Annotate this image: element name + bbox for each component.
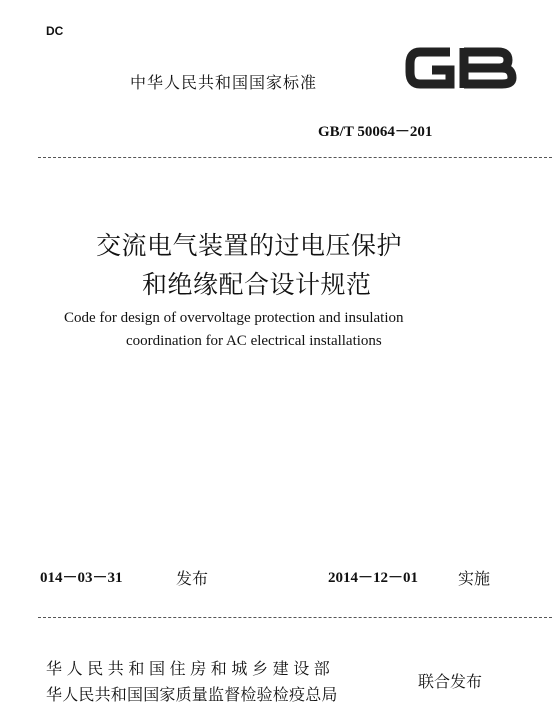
udc-label: DC — [46, 24, 64, 38]
standard-number: GB/T 50064－201 — [318, 124, 433, 140]
implement-date: 2014－12－01 — [328, 570, 419, 586]
national-standard-label: 中华人民共和国国家标准 — [130, 73, 318, 92]
title-zh-line2: 和绝缘配合设计规范 — [142, 270, 372, 299]
issue-date: 014－03－31 — [40, 570, 123, 586]
title-zh-line1: 交流电气装置的过电压保护 — [96, 231, 403, 260]
joint-issue-label: 联合发布 — [418, 672, 483, 691]
implement-label: 实施 — [458, 569, 491, 588]
title-en-line2: coordination for AC electrical installations — [126, 333, 382, 349]
gb-logo — [402, 40, 552, 94]
issuer-ministry-housing: 华人民共和国住房和城乡建设部 — [46, 659, 335, 678]
top-divider — [38, 157, 552, 158]
issue-label: 发布 — [176, 569, 209, 588]
title-en-line1: Code for design of overvoltage protection and insulation — [64, 310, 404, 326]
bottom-divider — [38, 617, 552, 618]
issuer-aqsiq: 华人民共和国国家质量监督检验检疫总局 — [46, 685, 338, 704]
